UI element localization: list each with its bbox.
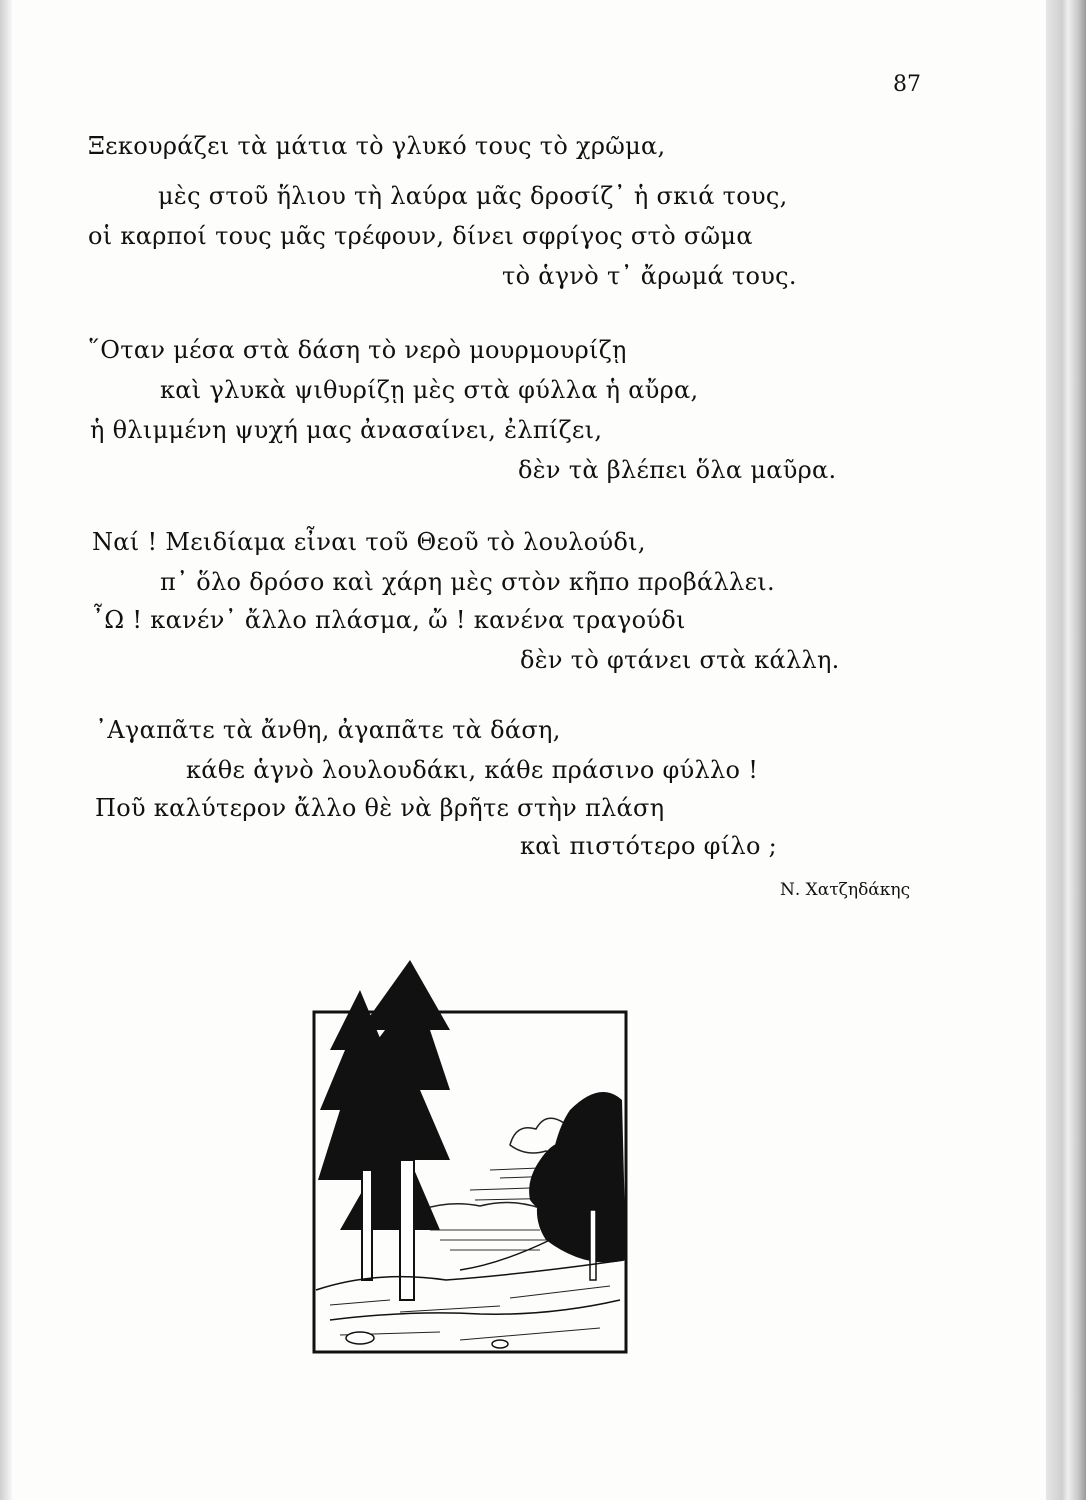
poem-line: Ναί ! Μειδίαμα εἶναι τοῦ Θεοῦ τὸ λουλούδι, — [92, 528, 646, 556]
forest-landscape-illustration — [300, 960, 630, 1380]
poem-line: Ξεκουράζει τὰ μάτια τὸ γλυκό τους τὸ χρῶμα, — [88, 132, 666, 160]
page-edge-right — [1046, 0, 1086, 1500]
poem-line: δὲν τὰ βλέπει ὅλα μαῦρα. — [518, 456, 837, 484]
poem-line: Ποῦ καλύτερον ἄλλο θὲ νὰ βρῆτε στὴν πλάση — [95, 794, 665, 822]
poem-line: καὶ γλυκὰ ψιθυρίζῃ μὲς στὰ φύλλα ἡ αὔρα, — [160, 376, 699, 404]
poem-line: οἱ καρποί τους μᾶς τρέφουν, δίνει σφρίγος στὸ σῶμα — [88, 222, 753, 250]
author-signature: Ν. Χατζηδάκης — [780, 880, 911, 900]
poem-line: τὸ ἁγνὸ τ᾽ ἄρωμά τους. — [502, 262, 797, 290]
poem-line: ἡ θλιμμένη ψυχή μας ἀνασαίνει, ἐλπίζει, — [90, 416, 603, 444]
poem-line: δὲν τὸ φτάνει στὰ κάλλη. — [520, 646, 840, 674]
poem-line: ῞Οταν μέσα στὰ δάση τὸ νερὸ μουρμουρίζῃ — [88, 336, 627, 364]
poem-line: ᾽Αγαπᾶτε τὰ ἄνθη, ἀγαπᾶτε τὰ δάση, — [95, 716, 561, 744]
page-number: 87 — [893, 72, 921, 97]
poem-line: π᾽ ὅλο δρόσο καὶ χάρη μὲς στὸν κῆπο προβάλλει. — [160, 568, 775, 596]
poem-line: κάθε ἁγνὸ λουλουδάκι, κάθε πράσινο φύλλο ! — [186, 756, 759, 784]
poem-line: καὶ πιστότερο φίλο ; — [520, 832, 778, 860]
poem-line: μὲς στοῦ ἥλιου τὴ λαύρα μᾶς δροσίζ᾽ ἡ σκιά τους, — [158, 182, 788, 210]
poem-line: ῏Ω ! κανέν᾽ ἄλλο πλάσμα, ὤ ! κανένα τραγούδι — [92, 606, 686, 634]
page-edge-left — [0, 0, 12, 1500]
